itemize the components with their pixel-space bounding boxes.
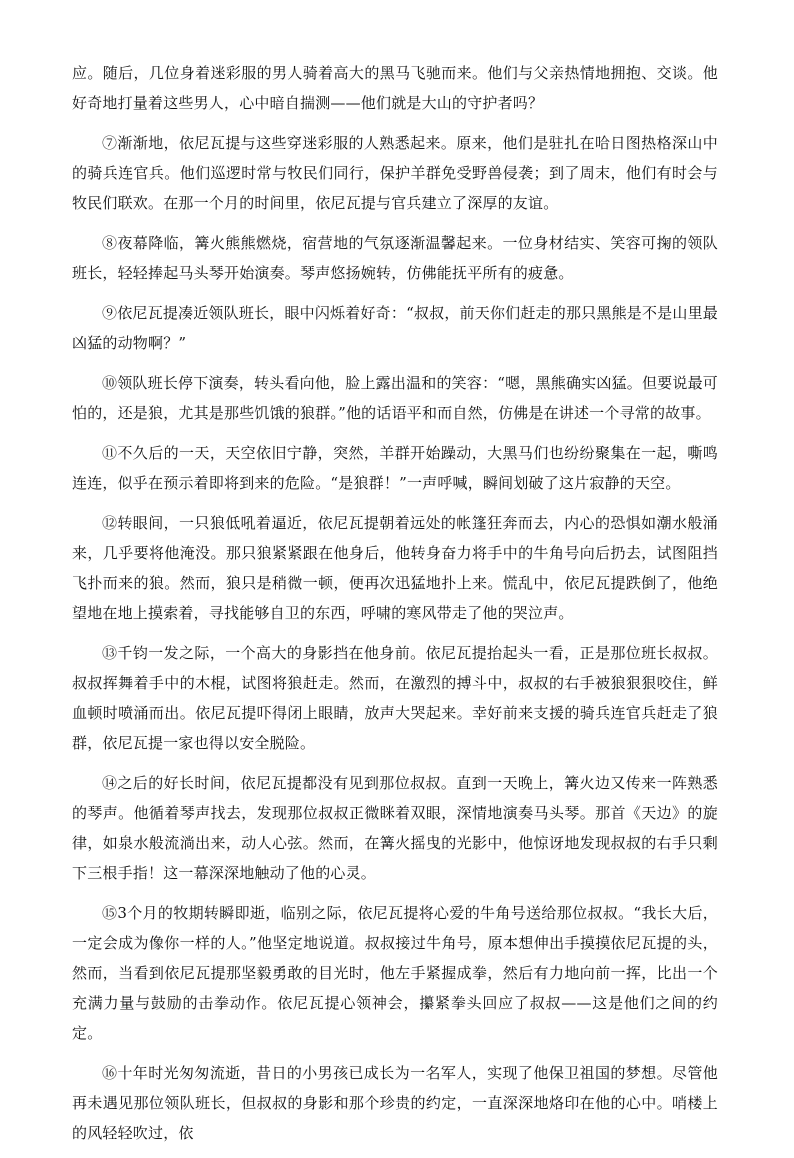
paragraph-15: ⑮3个月的牧期转瞬即逝，临别之际，依尼瓦提将心爱的牛角号送给那位叔叔。“我长大后，一定会成为像你一样的人。”他坚定地说道。叔叔接过牛角号，原本想伸出手摸摸依尼瓦提的头，然而，当看到依尼瓦提那坚毅勇敢的目光时，他左手紧握成拳，然后有力地向前一挥，比出一个充满力量与鼓励的击拳动作。依尼瓦提心领神会，攥紧拳头回应了叔叔——这是他们之间的约定。 [72, 904, 718, 1042]
paragraph-7: ⑦渐渐地，依尼瓦提与这些穿迷彩服的人熟悉起来。原来，他们是驻扎在哈日图热格深山中的骑兵连官兵。他们巡逻时常与牧民们同行，保护羊群免受野兽侵袭；到了周末，他们有时会与牧民们联欢。在那一个月的时间里，依尼瓦提与官兵建立了深厚的友谊。 [72, 134, 718, 212]
paragraph-11: ⑪不久后的一天，天空依旧宁静，突然，羊群开始躁动，大黑马们也纷纷聚集在一起，嘶鸣连连，似乎在预示着即将到来的危险。“是狼群！”一声呼喊，瞬间划破了这片寂静的天空。 [72, 444, 718, 492]
article-body [72, 58, 718, 1158]
paragraph-9: ⑨依尼瓦提凑近领队班长，眼中闪烁着好奇：“叔叔，前天你们赶走的那只黑熊是不是山里最凶猛的动物啊？” [72, 304, 718, 352]
paragraph-16: ⑯十年时光匆匆流逝，昔日的小男孩已成长为一名军人，实现了他保卫祖国的梦想。尽管他再未遇见那位领队班长，但叔叔的身影和那个珍贵的约定，一直深深地烙印在他的心中。哨楼上的风轻轻吹过，依 [72, 1064, 718, 1142]
paragraph-14: ⑭之后的好长时间，依尼瓦提都没有见到那位叔叔。直到一天晚上，篝火边又传来一阵熟悉的琴声。他循着琴声找去，发现那位叔叔正微眯着双眼，深情地演奏马头琴。那首《天边》的旋律，如泉水般流淌出来，动人心弦。然而，在篝火摇曳的光影中，他惊讶地发现叔叔的右手只剩下三根手指！这一幕深深地触动了他的心灵。 [72, 774, 718, 882]
paragraph-continuation: 应。随后，几位身着迷彩服的男人骑着高大的黑马飞驰而来。他们与父亲热情地拥抱、交谈。他好奇地打量着这些男人，心中暗自揣测——他们就是大山的守护者吗？ [72, 64, 718, 112]
paragraph-12: ⑫转眼间，一只狼低吼着逼近，依尼瓦提朝着远处的帐篷狂奔而去，内心的恐惧如潮水般涌来，几乎要将他淹没。那只狼紧紧跟在他身后，他转身奋力将手中的牛角号向后扔去，试图阻挡飞扑而来的狼。然而，狼只是稍微一顿，便再次迅猛地扑上来。慌乱中，依尼瓦提跌倒了，他绝望地在地上摸索着，寻找能够自卫的东西，呼啸的寒风带走了他的哭泣声。 [72, 514, 718, 622]
paragraph-13: ⑬千钧一发之际，一个高大的身影挡在他身前。依尼瓦提抬起头一看，正是那位班长叔叔。叔叔挥舞着手中的木棍，试图将狼赶走。然而，在激烈的搏斗中，叔叔的右手被狼狠狠咬住，鲜血顿时喷涌而出。依尼瓦提吓得闭上眼睛，放声大哭起来。幸好前来支援的骑兵连官兵赶走了狼群，依尼瓦提一家也得以安全脱险。 [72, 644, 718, 752]
paragraph-8: ⑧夜幕降临，篝火熊熊燃烧，宿营地的气氛逐渐温馨起来。一位身材结实、笑容可掬的领队班长，轻轻捧起马头琴开始演奏。琴声悠扬婉转，仿佛能抚平所有的疲惫。 [72, 234, 718, 282]
paragraph-10: ⑩领队班长停下演奏，转头看向他，脸上露出温和的笑容：“嗯，黑熊确实凶猛。但要说最可怕的，还是狼，尤其是那些饥饿的狼群。”他的话语平和而自然，仿佛是在讲述一个寻常的故事。 [72, 374, 718, 422]
